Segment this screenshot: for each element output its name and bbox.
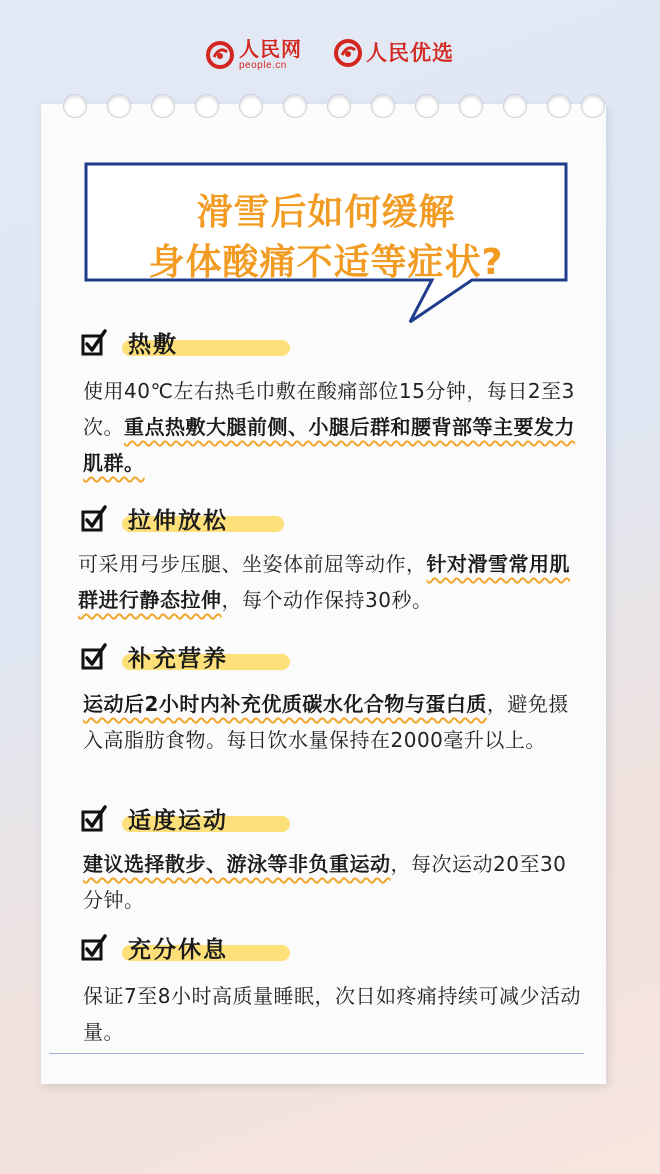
binder-ring — [327, 94, 351, 118]
section-title: 热敷 — [128, 332, 178, 358]
binder-ring — [107, 94, 131, 118]
people-select-logo[interactable] — [333, 38, 454, 68]
page-title-line1: 滑雪后如何缓解 — [196, 192, 456, 233]
checkbox-icon — [80, 805, 108, 833]
page-title-line2: 身体酸痛不适等症状? — [148, 242, 504, 283]
body-text: 使用40℃左右热毛巾敷在酸痛部位15分钟，每日2至3次。 — [83, 379, 575, 439]
checkbox-icon — [80, 329, 108, 357]
bottom-divider — [49, 1053, 584, 1054]
section-title: 拉伸放松 — [128, 508, 228, 534]
people-cn-logo[interactable] — [205, 38, 302, 71]
body-text: ，每次运动20至30分钟。 — [83, 852, 567, 912]
body-text: ，避免摄入高脂肪食物。每日饮水量保持在2000毫升以上。 — [83, 692, 569, 752]
binder-ring — [151, 94, 175, 118]
section-body — [83, 978, 583, 1050]
binder-ring — [547, 94, 571, 118]
binder-ring — [239, 94, 263, 118]
header — [0, 38, 660, 84]
binder-ring — [581, 94, 605, 118]
emphasized-text: 针对滑雪常用肌群进行静态拉伸 — [78, 552, 570, 612]
body-text: 保证7至8小时高质量睡眠，次日如疼痛持续可减少活动量。 — [83, 984, 581, 1044]
binder-ring — [415, 94, 439, 118]
binder-ring — [459, 94, 483, 118]
emphasized-text: 运动后2小时内补充优质碳水化合物与蛋白质 — [83, 692, 487, 716]
people-logo-icon — [205, 40, 235, 70]
checkbox-icon — [80, 934, 108, 962]
binder-ring — [63, 94, 87, 118]
people-select-logo-icon — [333, 38, 363, 68]
emphasized-text: 建议选择散步、游泳等非负重运动 — [83, 852, 391, 876]
binder-ring — [503, 94, 527, 118]
binder-ring — [371, 94, 395, 118]
section-title: 充分休息 — [128, 937, 228, 963]
people-cn-logo-text: 人民网 — [239, 37, 302, 61]
title-bubble — [84, 162, 568, 326]
section-title: 适度运动 — [128, 808, 228, 834]
section-body — [83, 846, 583, 918]
people-cn-logo-sub: people.cn — [239, 60, 287, 71]
binder-ring — [195, 94, 219, 118]
binder-ring — [283, 94, 307, 118]
body-text: ，每个动作保持30秒。 — [221, 588, 433, 612]
section-body — [78, 546, 588, 618]
section-body — [83, 373, 583, 481]
checkbox-icon — [80, 505, 108, 533]
emphasized-text: 重点热敷大腿前侧、小腿后群和腰背部等主要发力肌群。 — [83, 415, 575, 475]
checkbox-icon — [80, 643, 108, 671]
people-select-logo-text: 人民优选 — [366, 40, 454, 65]
body-text: 可采用弓步压腿、坐姿体前屈等动作， — [78, 552, 427, 576]
section-title: 补充营养 — [128, 646, 228, 672]
section-body — [83, 686, 583, 758]
